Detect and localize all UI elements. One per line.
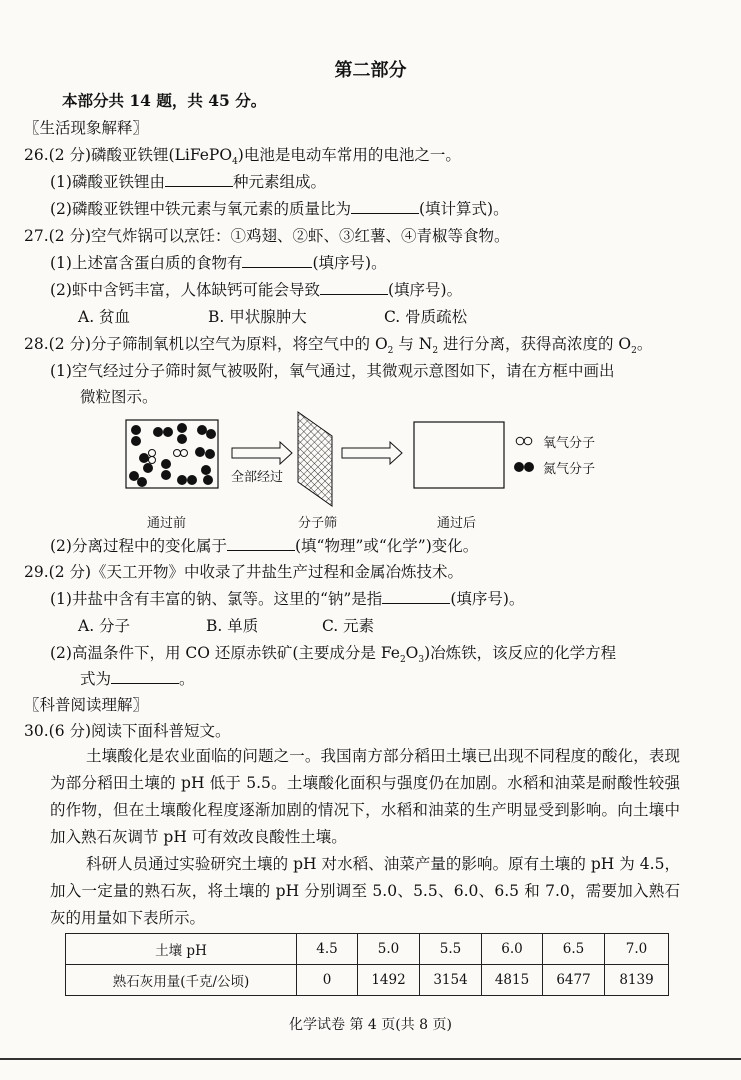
q27-answer2-blank[interactable]	[320, 280, 388, 295]
section-heading-life: 〖生活现象解释〗	[24, 119, 149, 137]
q29-answer1-blank[interactable]	[382, 589, 450, 604]
q29-option-c: C. 元素	[322, 617, 375, 635]
q29-answer2-blank[interactable]	[111, 669, 179, 684]
lime-dosage-table	[65, 933, 669, 996]
legend-oxygen-label: 氧气分子	[543, 436, 596, 451]
table-cell: 6.5	[543, 934, 605, 965]
pass-arrow-1	[232, 442, 292, 464]
legend-oxygen-icon	[516, 437, 532, 445]
table-cell: 6.0	[482, 934, 543, 965]
q27-stem: 27.(2 分)空气炸锅可以烹饪：①鸡翅、②虾、③红薯、④青椒等食物。	[24, 227, 510, 245]
q28-part1-line1: (1)空气经过分子筛时氮气被吸附，氧气通过，其微观示意图如下，请在方框中画出	[50, 362, 615, 380]
q27-part1: (1)上述富含蛋白质的食物有 (填序号)。	[50, 254, 387, 272]
molecular-sieve	[298, 412, 332, 506]
after-box[interactable]	[414, 422, 504, 488]
q29-stem: 29.(2 分)《天工开物》中收录了井盐生产过程和金属冶炼技术。	[24, 563, 464, 581]
table-cell: 4815	[482, 965, 543, 996]
q26-answer2-blank[interactable]	[351, 199, 419, 214]
q28-answer2-blank[interactable]	[227, 536, 295, 551]
pass-arrow-2	[342, 442, 402, 464]
q28-part1-line2: 微粒图示。	[80, 388, 158, 406]
q30-paragraph2: 科研人员通过实验研究土壤的 pH 对水稻、油菜产量的影响。原有土壤的 pH 为 4.5，加入一定量的熟石灰，将土壤的 pH 分别调至 5.0、5.5、6.0、6.5 和 7.0，需要加入熟石灰的用量如下表所示。	[50, 855, 680, 927]
q28-part2: (2)分离过程中的变化属于 (填“物理”或“化学”)变化。	[50, 537, 479, 555]
table-header-ph: 土壤 pH	[66, 934, 297, 965]
table-header-dosage: 熟石灰用量(千克/公顷)	[66, 965, 297, 996]
label-before: 通过前	[147, 516, 187, 531]
arrow-label: 全部经过	[231, 470, 284, 485]
table-cell: 5.5	[420, 934, 482, 965]
q27-option-c: C. 骨质疏松	[384, 308, 468, 326]
q29-option-a: A. 分子	[78, 617, 131, 635]
label-after: 通过后	[437, 516, 477, 531]
table-row	[66, 965, 669, 996]
table-cell: 3154	[420, 965, 482, 996]
table-cell: 7.0	[605, 934, 669, 965]
q26-part1: (1)磷酸亚铁锂由 种元素组成。	[50, 173, 326, 191]
section-heading-reading: 〖科普阅读理解〗	[24, 696, 149, 714]
q26-answer1-blank[interactable]	[165, 172, 233, 187]
table-row	[66, 934, 669, 965]
q29-part2-line1: (2)高温条件下，用 CO 还原赤铁矿(主要成分是 $Fe_2O_3$)冶炼铁，该反应的化学方程	[50, 644, 617, 666]
q30-paragraph1: 土壤酸化是农业面临的问题之一。我国南方部分稻田土壤已出现不同程度的酸化，表现为部分稻田土壤的 pH 低于 5.5。土壤酸化面积与强度仍在加剧。水稻和油菜是耐酸性较强的作物，但在土壤酸化程度逐渐加剧的情况下，水稻和油菜的生产明显受到影响。向土壤中加入熟石灰调节 pH 可有效改良酸性土壤。	[50, 747, 680, 846]
page-title: 第二部分	[334, 60, 407, 81]
nitrogen-molecules	[129, 423, 216, 487]
q28-stem: 28.(2 分)分子筛制氧机以空气为原料，将空气中的 $O_2$ 与 $N_2$ 进行分离，获得高浓度的 $O_2$。	[24, 335, 653, 357]
q29-part2-line2: 式为 。	[80, 670, 195, 688]
label-sieve: 分子筛	[298, 516, 338, 531]
page-footer: 化学试卷 第 4 页(共 8 页)	[289, 1017, 452, 1033]
table-cell: 6477	[543, 965, 605, 996]
table-cell: 1492	[358, 965, 420, 996]
table-cell: 5.0	[358, 934, 420, 965]
q30-stem: 30.(6 分)阅读下面科普短文。	[24, 722, 231, 740]
q29-option-b: B. 单质	[206, 617, 259, 635]
part-intro: 本部分共 14 题，共 45 分。	[62, 91, 267, 110]
q29-part1: (1)井盐中含有丰富的钠、氯等。这里的“钠”是指 (填序号)。	[50, 590, 525, 608]
q27-answer1-blank[interactable]	[242, 253, 312, 268]
q26-stem: 26.(2 分)磷酸亚铁锂(LiFePO$_4$)电池是电动车常用的电池之一。	[24, 146, 461, 168]
q27-option-b: B. 甲状腺肿大	[208, 308, 307, 326]
legend-nitrogen-icon	[514, 462, 534, 472]
bottom-border	[0, 1058, 741, 1060]
table-cell: 4.5	[297, 934, 358, 965]
legend-nitrogen-label: 氮气分子	[543, 462, 596, 477]
table-cell: 8139	[605, 965, 669, 996]
table-cell: 0	[297, 965, 358, 996]
q26-part2: (2)磷酸亚铁锂中铁元素与氧元素的质量比为 (填计算式)。	[50, 200, 509, 218]
q27-part2: (2)虾中含钙丰富，人体缺钙可能会导致 (填序号)。	[50, 281, 463, 299]
q27-option-a: A. 贫血	[78, 308, 131, 326]
